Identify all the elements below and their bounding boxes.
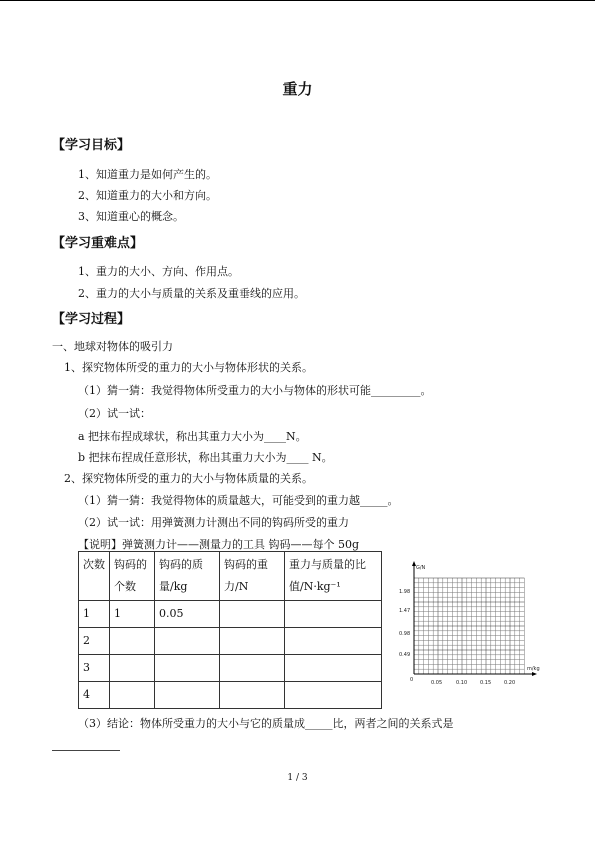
y-tick-label: 0.98 — [399, 631, 411, 637]
goal-item: 1、知道重力是如何产生的。 — [78, 168, 217, 181]
table-cell — [110, 655, 155, 682]
table-cell — [285, 601, 382, 628]
table-cell: 1 — [79, 601, 110, 628]
process-line: 【说明】弹簧测力计——测量力的工具 钩码——每个 50g — [78, 538, 360, 551]
table-header-cell: 次数 — [79, 552, 110, 601]
difficulty-item: 1、重力的大小、方向、作用点。 — [78, 265, 239, 278]
x-tick-label: 0.15 — [480, 680, 492, 686]
process-line: （1）猜一猜：我觉得物体的质量越大，可能受到的重力越_____。 — [78, 494, 399, 507]
table-cell — [155, 682, 220, 709]
table-cell — [110, 682, 155, 709]
x-tick-label: 0.20 — [504, 680, 516, 686]
table-cell: 1 — [110, 601, 155, 628]
y-tick-label: 0.49 — [399, 652, 411, 658]
x-tick-label: 0.10 — [456, 680, 468, 686]
table-header-cell: 钩码的个数 — [110, 552, 155, 601]
table-cell — [285, 682, 382, 709]
page-title: 重力 — [282, 80, 313, 98]
table-cell — [220, 628, 285, 655]
top-border — [0, 0, 595, 1]
x-axis-label: m/kg — [527, 666, 540, 672]
y-tick-label: 1.98 — [399, 589, 411, 595]
table-header-row — [79, 552, 382, 601]
table-row — [79, 601, 382, 628]
table-cell — [285, 655, 382, 682]
process-line: 1、探究物体所受的重力的大小与物体形状的关系。 — [64, 361, 313, 374]
table-cell — [220, 655, 285, 682]
table-cell — [285, 628, 382, 655]
table-cell — [110, 628, 155, 655]
table-cell — [220, 682, 285, 709]
process-line: （2）试一试：用弹簧测力计测出不同的钩码所受的重力 — [78, 516, 349, 529]
grid-lines — [414, 578, 524, 674]
process-line: b 把抹布捏成任意形状，称出其重力大小为____ N。 — [78, 451, 333, 464]
difficulties-heading: 【学习重难点】 — [52, 236, 144, 251]
table-row — [79, 682, 382, 709]
y-tick-label: 1.47 — [399, 608, 411, 614]
table-cell — [220, 601, 285, 628]
x-tick-label: 0.05 — [431, 680, 443, 686]
table-cell: 0.05 — [155, 601, 220, 628]
process-line: （1）猜一猜：我觉得物体所受重力的大小与物体的形状可能_________。 — [78, 384, 432, 397]
process-line: a 把抹布捏成球状，称出其重力大小为____N。 — [78, 430, 307, 443]
table-cell — [155, 628, 220, 655]
process-line: （2）试一试： — [78, 407, 151, 420]
grid-graph — [396, 560, 546, 690]
data-table — [78, 551, 382, 709]
answer-blank-line — [52, 750, 120, 751]
process-line: 一、地球对物体的吸引力 — [52, 340, 173, 353]
table-header-cell: 重力与质量的比值/N·kg⁻¹ — [285, 552, 382, 601]
x-axis-arrow — [532, 672, 537, 676]
y-axis-label: G/N — [416, 565, 426, 571]
table-cell — [155, 655, 220, 682]
table-cell: 2 — [79, 628, 110, 655]
table-header-cell: 钩码的重力/N — [220, 552, 285, 601]
table-header-cell: 钩码的质量/kg — [155, 552, 220, 601]
conclusion-line: （3）结论：物体所受重力的大小与它的质量成_____比，两者之间的关系式是 — [78, 717, 454, 730]
table-row — [79, 628, 382, 655]
origin-label: 0 — [410, 677, 414, 683]
process-heading: 【学习过程】 — [52, 312, 131, 327]
page-number: 1 / 3 — [287, 773, 308, 783]
table-cell: 3 — [79, 655, 110, 682]
table-row — [79, 655, 382, 682]
table-cell: 4 — [79, 682, 110, 709]
goal-item: 3、知道重心的概念。 — [78, 210, 184, 223]
process-line: 2、探究物体所受的重力的大小与物体质量的关系。 — [64, 472, 313, 485]
difficulty-item: 2、重力的大小与质量的关系及重垂线的应用。 — [78, 287, 305, 300]
goal-item: 2、知道重力的大小和方向。 — [78, 189, 217, 202]
goals-heading: 【学习目标】 — [52, 138, 131, 153]
